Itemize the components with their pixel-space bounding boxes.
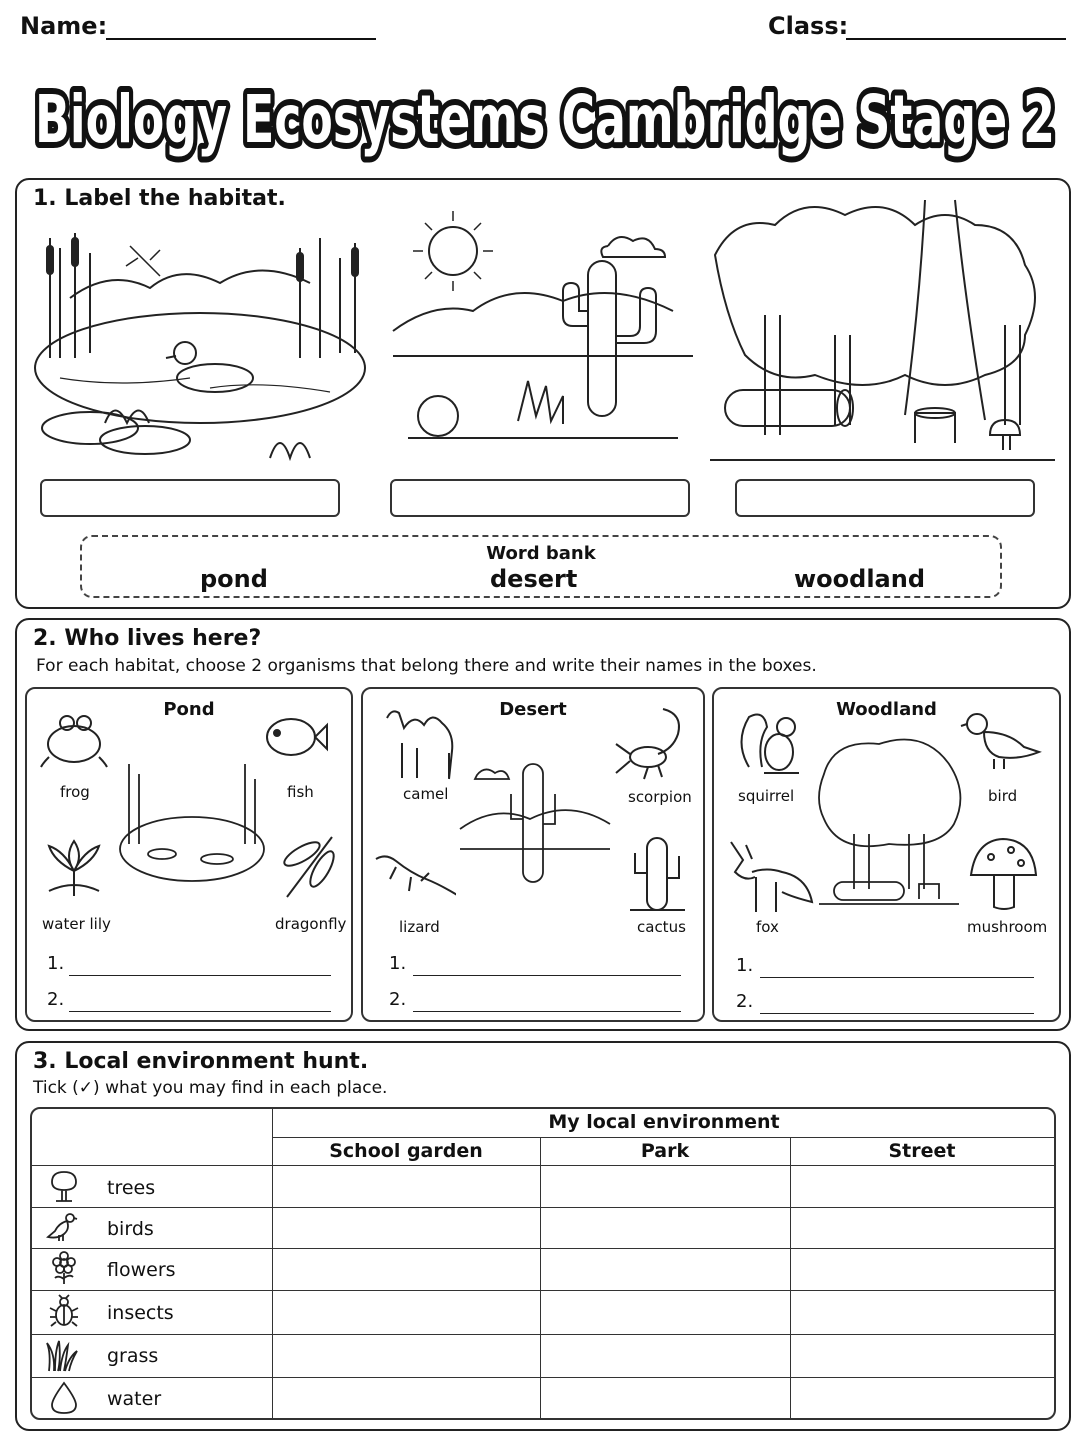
desert-answer-line-2[interactable] bbox=[413, 1011, 681, 1012]
lizard-icon bbox=[371, 847, 456, 912]
tick-cell-grass-school-garden[interactable] bbox=[272, 1334, 540, 1377]
woodland-answer-line-2[interactable] bbox=[760, 1013, 1034, 1014]
bird-label: bird bbox=[988, 787, 1018, 805]
fox-icon bbox=[726, 837, 816, 915]
name-field[interactable] bbox=[106, 38, 376, 40]
column-park: Park bbox=[640, 1140, 690, 1162]
grass-icon bbox=[46, 1338, 78, 1372]
tick-cell-water-street[interactable] bbox=[790, 1377, 1054, 1418]
woodland-scene bbox=[705, 195, 1061, 470]
water-drop-icon bbox=[48, 1381, 80, 1415]
cactus-icon bbox=[625, 833, 690, 913]
tick-cell-insects-street[interactable] bbox=[790, 1290, 1054, 1334]
water-lily-icon bbox=[39, 831, 109, 906]
frog-icon bbox=[39, 709, 109, 769]
row-label-grass: grass bbox=[107, 1345, 159, 1367]
table-title: My local environment bbox=[548, 1111, 780, 1133]
woodland-answer-box[interactable] bbox=[735, 479, 1035, 517]
word-woodland: woodland bbox=[794, 565, 926, 593]
water-lily-label: water lily bbox=[42, 915, 111, 933]
tick-cell-water-school-garden[interactable] bbox=[272, 1377, 540, 1418]
word-bank-title: Word bank bbox=[486, 543, 596, 564]
word-desert: desert bbox=[490, 565, 578, 593]
tick-cell-flowers-park[interactable] bbox=[540, 1248, 790, 1290]
tick-cell-water-park[interactable] bbox=[540, 1377, 790, 1418]
desert-card bbox=[361, 687, 705, 1022]
desert-answer-number-2: 2. bbox=[389, 989, 407, 1010]
desert-card-title: Desert bbox=[499, 699, 567, 720]
row-label-insects: insects bbox=[107, 1302, 174, 1324]
page-title bbox=[30, 56, 1060, 166]
pond-answer-number-2: 2. bbox=[47, 989, 65, 1010]
tick-cell-birds-street[interactable] bbox=[790, 1207, 1054, 1248]
tick-cell-trees-school-garden[interactable] bbox=[272, 1165, 540, 1207]
desert-answer-line-1[interactable] bbox=[413, 975, 681, 976]
pond-answer-line-2[interactable] bbox=[69, 1011, 331, 1012]
dragonfly-icon bbox=[272, 829, 342, 904]
dragonfly-label: dragonfly bbox=[275, 915, 347, 933]
pond-answer-number-1: 1. bbox=[47, 953, 65, 974]
tick-cell-insects-park[interactable] bbox=[540, 1290, 790, 1334]
tick-cell-flowers-street[interactable] bbox=[790, 1248, 1054, 1290]
class-field[interactable] bbox=[846, 38, 1066, 40]
flower-icon bbox=[48, 1251, 80, 1285]
mushroom-label: mushroom bbox=[967, 918, 1048, 936]
fox-label: fox bbox=[756, 918, 779, 936]
tick-cell-insects-school-garden[interactable] bbox=[272, 1290, 540, 1334]
scorpion-icon bbox=[608, 699, 688, 784]
desert-small-scene bbox=[455, 759, 615, 894]
scorpion-label: scorpion bbox=[628, 788, 692, 806]
fish-icon bbox=[259, 709, 329, 764]
desert-answer-number-1: 1. bbox=[389, 953, 407, 974]
desert-scene bbox=[388, 206, 698, 456]
tick-cell-trees-park[interactable] bbox=[540, 1165, 790, 1207]
pond-card bbox=[25, 687, 353, 1022]
pond-answer-box[interactable] bbox=[40, 479, 340, 517]
tree-icon bbox=[48, 1169, 80, 1203]
woodland-card bbox=[712, 687, 1061, 1022]
squirrel-icon bbox=[734, 707, 809, 779]
page-title-text: Biology Ecosystems Cambridge Stage 2 bbox=[35, 81, 1055, 158]
pond-scene bbox=[30, 228, 370, 473]
fish-label: fish bbox=[287, 783, 314, 801]
desert-answer-box[interactable] bbox=[390, 479, 690, 517]
q3-instruction: Tick (✓) what you may find in each place. bbox=[33, 1078, 388, 1098]
q2-instruction: For each habitat, choose 2 organisms that belong there and write their names in the boxes. bbox=[36, 656, 817, 676]
tick-cell-flowers-school-garden[interactable] bbox=[272, 1248, 540, 1290]
row-label-trees: trees bbox=[107, 1177, 156, 1199]
row-label-water: water bbox=[107, 1388, 162, 1410]
beetle-icon bbox=[48, 1294, 80, 1328]
row-label-flowers: flowers bbox=[107, 1259, 176, 1281]
frog-label: frog bbox=[60, 783, 90, 801]
woodland-answer-line-1[interactable] bbox=[760, 977, 1034, 978]
cactus-label: cactus bbox=[637, 918, 686, 936]
mushroom-icon bbox=[966, 835, 1041, 915]
column-street: Street bbox=[888, 1140, 956, 1162]
camel-icon bbox=[377, 703, 467, 783]
q1-title: 1. Label the habitat. bbox=[33, 186, 286, 211]
lizard-label: lizard bbox=[399, 918, 440, 936]
bird-icon bbox=[959, 704, 1044, 774]
tick-cell-birds-park[interactable] bbox=[540, 1207, 790, 1248]
tick-cell-trees-street[interactable] bbox=[790, 1165, 1054, 1207]
bird-icon bbox=[46, 1210, 78, 1244]
word-pond: pond bbox=[200, 565, 268, 593]
tick-cell-grass-park[interactable] bbox=[540, 1334, 790, 1377]
pond-card-title: Pond bbox=[163, 699, 215, 720]
q2-title: 2. Who lives here? bbox=[33, 626, 262, 651]
woodland-small-scene bbox=[814, 734, 964, 909]
column-school-garden: School garden bbox=[329, 1140, 483, 1162]
tick-cell-birds-school-garden[interactable] bbox=[272, 1207, 540, 1248]
squirrel-label: squirrel bbox=[738, 787, 795, 805]
pond-answer-line-1[interactable] bbox=[69, 975, 331, 976]
pond-small-scene bbox=[117, 754, 267, 889]
woodland-answer-number-2: 2. bbox=[736, 991, 754, 1012]
word-bank bbox=[80, 535, 1002, 598]
woodland-card-title: Woodland bbox=[836, 699, 937, 720]
tick-cell-grass-street[interactable] bbox=[790, 1334, 1054, 1377]
woodland-answer-number-1: 1. bbox=[736, 955, 754, 976]
name-label: Name: bbox=[20, 12, 108, 40]
camel-label: camel bbox=[403, 785, 449, 803]
q3-title: 3. Local environment hunt. bbox=[33, 1049, 369, 1074]
class-label: Class: bbox=[768, 12, 849, 40]
row-label-birds: birds bbox=[107, 1218, 154, 1240]
